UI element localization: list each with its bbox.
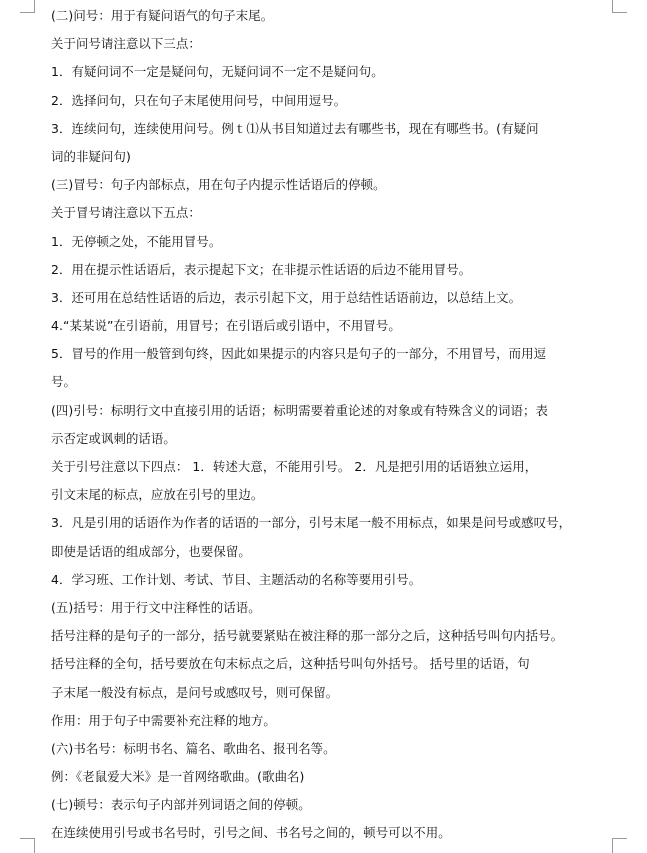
- heading-quotation-marks: (四)引号：标明行文中直接引用的话语；标明需要着重论述的对象或有特殊含义的词语；表: [51, 402, 549, 418]
- colon-note-2: 2．用在提示性话语后，表示提起下文；在非提示性话语的后边不能用冒号。: [51, 261, 472, 277]
- quotation-notes-intro: 关于引号注意以下四点： 1．转述大意，不能用引号。 2．凡是把引用的话语独立运用，: [51, 459, 538, 474]
- heading-parentheses: (五)括号：用于行文中注释性的话语。: [51, 599, 261, 615]
- question-mark-note-3-cont: 词的非疑问句): [51, 148, 131, 164]
- document-body: [51, 2, 611, 848]
- colon-note-5-cont: 号。: [51, 374, 76, 390]
- question-mark-notes-intro: 关于问号请注意以下三点：: [51, 36, 201, 52]
- parentheses-inner-note: 括号注释的是句子的一部分，括号就要紧贴在被注释的那一部分之后，这种括号叫句内括号。: [51, 628, 564, 644]
- question-mark-note-1: 1．有疑问词不一定是疑问句，无疑问词不一定不是疑问句。: [51, 64, 384, 80]
- colon-notes-intro: 关于冒号请注意以下五点：: [51, 205, 201, 221]
- heading-title-marks: (六)书名号：标明书名、篇名、歌曲名、报刊名等。: [51, 740, 336, 756]
- question-mark-note-2: 2．选择问句，只在句子末尾使用问号，中间用逗号。: [51, 92, 347, 108]
- colon-note-5: 5．冒号的作用一般管到句终，因此如果提示的内容只是句子的一部分，不用冒号，而用逗: [51, 346, 547, 362]
- heading-question-mark: (二)问号：用于有疑问语气的句子末尾。: [51, 8, 274, 23]
- parentheses-usage: 作用：用于句子中需要补充注释的地方。: [51, 712, 276, 728]
- parentheses-outer-note-cont: 子末尾一般没有标点，是问号或感叹号，则可保留。: [51, 684, 339, 700]
- quotation-note-3-cont: 即使是话语的组成部分，也要保留。: [51, 543, 251, 559]
- title-marks-example: 例：《老鼠爱大米》是一首网络歌曲。(歌曲名): [51, 769, 305, 785]
- quotation-note-3: 3．凡是引用的话语作为作者的话语的一部分，引号末尾一般不用标点，如果是问号或感叹号，: [51, 515, 572, 531]
- heading-quotation-marks-cont: 示否定或讽刺的话语。: [51, 430, 176, 446]
- colon-note-3: 3．还可用在总结性话语的后边，表示引起下文，用于总结性话语前边，以总结上文。: [51, 289, 522, 305]
- colon-note-1: 1．无停顿之处，不能用冒号。: [51, 233, 222, 249]
- heading-colon: (三)冒号：句子内部标点，用在句子内提示性话语后的停顿。: [51, 177, 386, 193]
- page-corner-mark-top-right: [612, 0, 627, 13]
- page-corner-mark-top-left: [20, 0, 35, 13]
- heading-enumeration-comma: (七)顿号：表示句子内部并列词语之间的停顿。: [51, 797, 311, 813]
- quotation-note-4: 4．学习班、工作计划、考试、节目、主题活动的名称等要用引号。: [51, 571, 422, 587]
- question-mark-note-3: 3．连续问句，连续使用问号。例ｔ⑴从书目知道过去有哪些书，现在有哪些书。(有疑问: [51, 120, 539, 136]
- parentheses-outer-note: 括号注释的全句，括号要放在句末标点之后，这种括号叫句外括号。 括号里的话语，句: [51, 656, 530, 672]
- colon-note-4: 4.“某某说”在引语前，用冒号；在引语后或引语中，不用冒号。: [51, 318, 401, 334]
- quotation-notes-intro-cont: 引文末尾的标点，应放在引号的里边。: [51, 487, 264, 503]
- enumeration-comma-note: 在连续使用引号或书名号时，引号之间、书名号之间的，顿号可以不用。: [51, 825, 451, 841]
